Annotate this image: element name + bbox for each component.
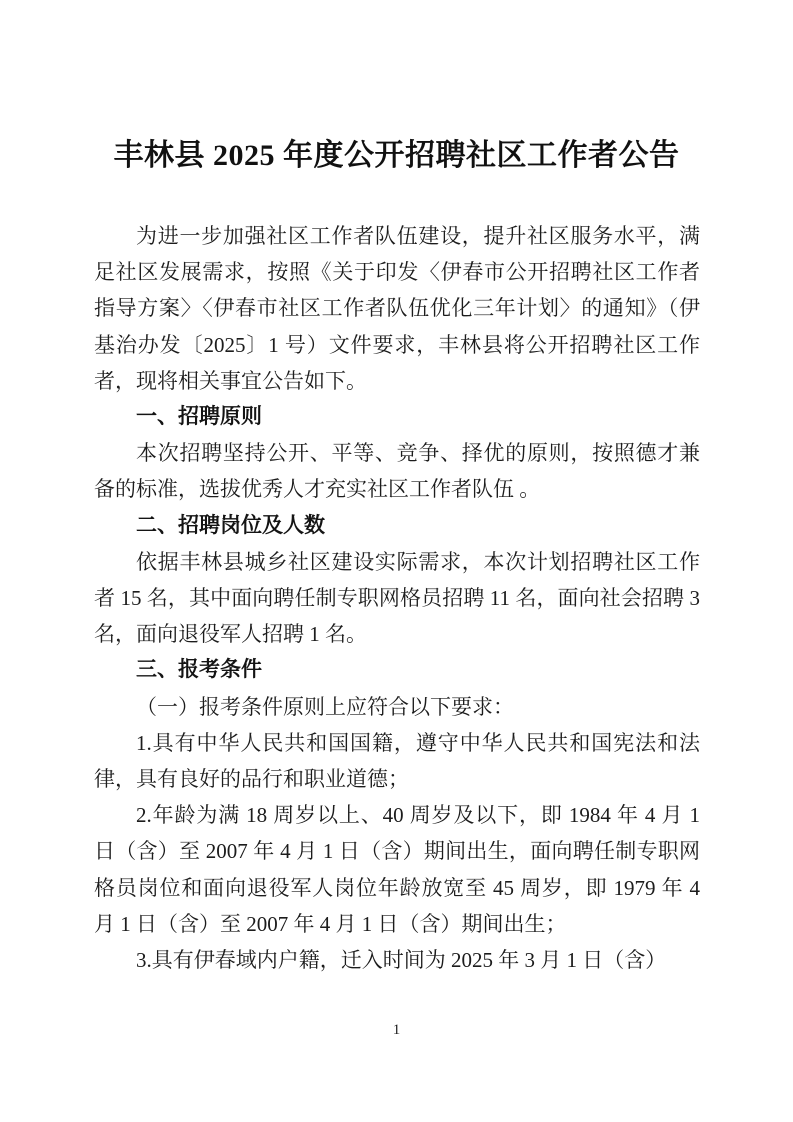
paragraph-requirement-3: 3.具有伊春域内户籍，迁入时间为 2025 年 3 月 1 日（含） [136, 948, 667, 973]
page-number: 1 [392, 1022, 401, 1038]
paragraph-principles: 本次招聘坚持公开、平等、竞争、择优的原则，按照德才兼备的标准，选拔优秀人才充实社区工作者队伍 。 [94, 441, 700, 502]
section-heading-recruitment-principles: 一、招聘原则 [136, 405, 262, 429]
doc-body [94, 218, 700, 978]
doc-title: 丰林县 2025 年度公开招聘社区工作者公告 [113, 139, 680, 172]
paragraph-intro: 为进一步加强社区工作者队伍建设，提升社区服务水平，满足社区发展需求，按照《关于印发〈伊春市公开招聘社区工作者指导方案〉〈伊春市社区工作者队伍优化三年计划〉的通知》（伊基治办发〔2025〕1 号）文件要求，丰林县将公开招聘社区工作者，现将相关事宜公告如下。 [94, 224, 700, 393]
paragraph-requirement-2: 2.年龄为满 18 周岁以上、40 周岁及以下，即 1984 年 4 月 1 日（含）至 2007 年 4 月 1 日（含）期间出生，面向聘任制专职网格员岗位和面向退役军人岗位年龄放宽至 45 周岁，即 1979 年 4 月 1 日（含）至 2007 年 4 月 1 日（含）期间出生； [94, 803, 700, 936]
paragraph-requirements-intro: （一）报考条件原则上应符合以下要求： [136, 694, 514, 719]
section-heading-application-requirements: 三、报考条件 [136, 658, 262, 682]
paragraph-positions: 依据丰林县城乡社区建设实际需求，本次计划招聘社区工作者 15 名，其中面向聘任制专职网格员招聘 11 名，面向社会招聘 3 名，面向退役军人招聘 1 名。 [94, 549, 700, 647]
paragraph-requirement-1: 1.具有中华人民共和国国籍，遵守中华人民共和国宪法和法律，具有良好的品行和职业道德； [94, 730, 700, 792]
section-heading-positions-and-headcount: 二、招聘岗位及人数 [136, 513, 325, 537]
